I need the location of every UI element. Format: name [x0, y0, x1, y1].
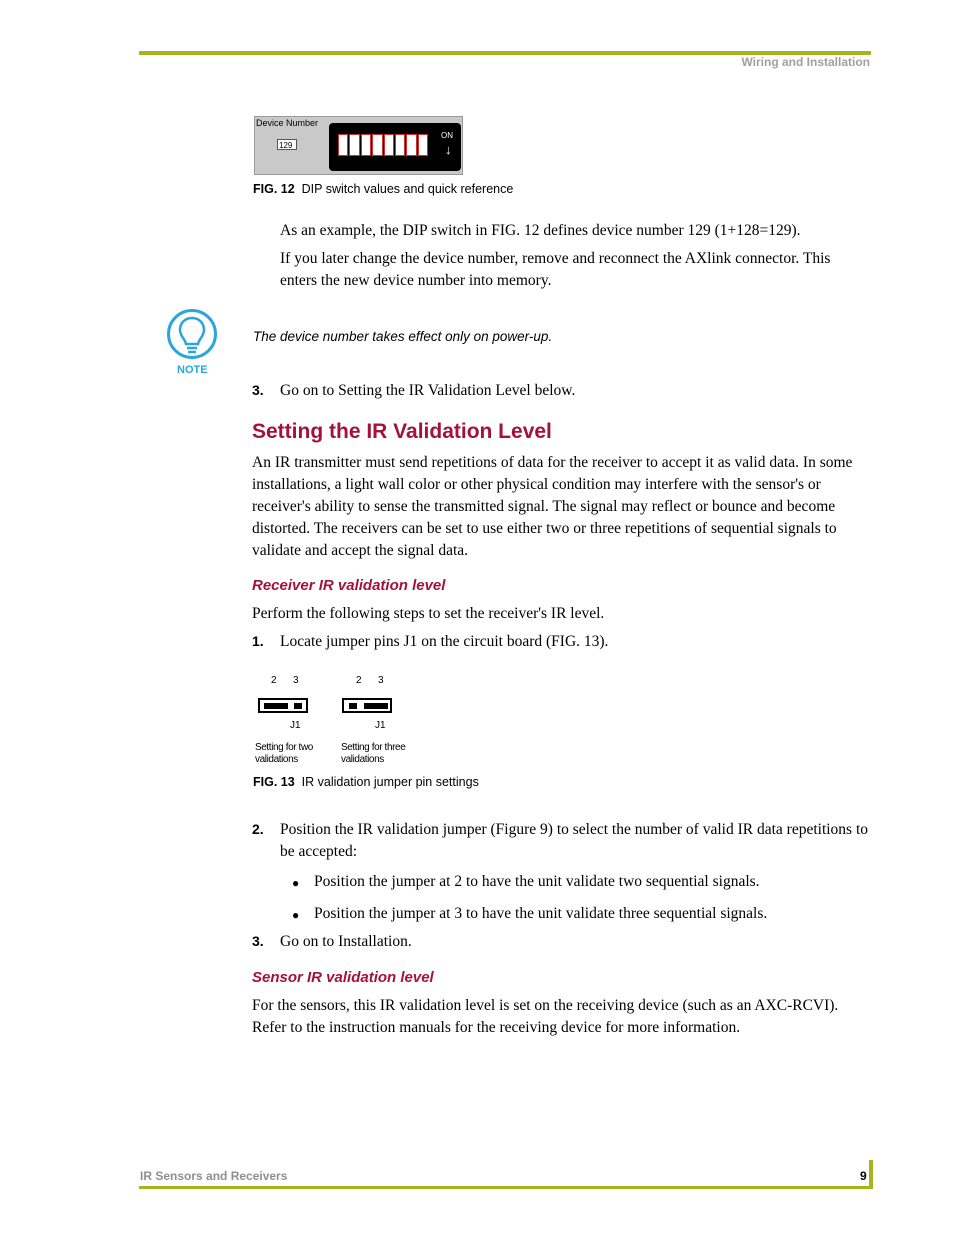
bullet-icon: ●: [292, 908, 300, 922]
jumper-caption-line: Setting for two: [255, 742, 313, 753]
step-text: Go on to Installation.: [280, 933, 412, 950]
jumper-caption-line: validations: [341, 754, 384, 765]
sensor-paragraph: For the sensors, this IR validation level is set on the receiving device (such as an AXC-RCVI). Refer to the instruction manuals for the receiving device for more information.: [252, 997, 839, 1036]
dip-switch: [384, 134, 394, 156]
footer-page-number: 9: [860, 1169, 867, 1183]
note-icon: [166, 308, 218, 365]
jumper-cap: [264, 703, 288, 709]
jumper-caption: [255, 742, 313, 766]
step-number: 3.: [252, 933, 264, 949]
section-heading: Setting the IR Validation Level: [252, 420, 552, 443]
dip-switch: [338, 134, 348, 156]
bullet-item: Position the jumper at 3 to have the unit validate three sequential signals.: [314, 905, 768, 922]
paragraph-example: As an example, the DIP switch in FIG. 12 defines device number 129 (1+128=129).: [280, 222, 801, 239]
step-number: 3.: [252, 382, 264, 398]
footer-rule: [139, 1186, 872, 1189]
pin-label: 3: [293, 675, 299, 686]
receiver-subheading: Receiver IR validation level: [252, 577, 446, 594]
note-text: The device number takes effect only on power-up.: [253, 329, 553, 344]
dip-switch-row: [338, 134, 428, 156]
jumper-cap: [364, 703, 388, 709]
section-paragraph: An IR transmitter must send repetitions of data for the receiver to accept it as valid data. In some installations, a light wall color or other physical condition may interfere with the sensor's or receiver's ability to sense the transmitted signal. The signal may reflect or bounce and become distorted. The receivers can be set to use either two or three repetitions of sequential signals to validate and accept the signal data.: [252, 454, 853, 559]
jumper-caption-line: Setting for three: [341, 742, 406, 753]
step-text-continued: be accepted:: [280, 843, 358, 860]
jumper-caption: [341, 742, 405, 766]
fig13-caption-number: FIG. 13: [253, 775, 295, 789]
step-text: Locate jumper pins J1 on the circuit board (FIG. 13).: [280, 633, 609, 650]
footer-document-title: IR Sensors and Receivers: [140, 1169, 288, 1183]
step-number: 1.: [252, 633, 264, 649]
step-text: Position the IR validation jumper (Figure 9) to select the number of valid IR data repetitions to: [280, 821, 869, 838]
bullet-icon: ●: [292, 876, 300, 890]
jumper-pin: [349, 703, 357, 709]
sensor-subheading: Sensor IR validation level: [252, 969, 434, 986]
device-number-label: Device Number: [256, 118, 319, 128]
footer-accent-bar: [869, 1160, 873, 1189]
dip-on-label: ON: [441, 131, 453, 140]
dip-switch-block: [329, 123, 461, 171]
paragraph-change-device: If you later change the device number, remove and reconnect the AXlink connector. This enters the new device number into memory.: [280, 250, 831, 289]
jumper-id: J1: [375, 720, 386, 731]
jumper-caption-line: validations: [255, 754, 298, 765]
fig12-caption-text: DIP switch values and quick reference: [301, 182, 514, 196]
jumper-two-validations: [258, 698, 308, 713]
jumper-three-validations: [342, 698, 392, 713]
jumper-id: J1: [290, 720, 301, 731]
device-number-field: 129: [277, 139, 297, 150]
pin-label: 2: [271, 675, 277, 686]
dip-switch: [406, 134, 416, 156]
pin-label: 3: [378, 675, 384, 686]
header-section-title: Wiring and Installation: [741, 55, 870, 69]
bullet-item: Position the jumper at 2 to have the unit validate two sequential signals.: [314, 873, 760, 890]
note-label: NOTE: [177, 364, 208, 376]
fig13-caption: [253, 775, 479, 789]
receiver-intro: Perform the following steps to set the receiver's IR level.: [252, 605, 605, 622]
arrow-down-icon: ↓: [445, 142, 452, 157]
fig12-caption-number: FIG. 12: [253, 182, 295, 196]
dip-switch: [349, 134, 359, 156]
step-number: 2.: [252, 821, 264, 837]
dip-switch: [418, 134, 428, 156]
step-text: Go on to Setting the IR Validation Level below.: [280, 382, 576, 399]
fig12-caption: [253, 182, 513, 196]
jumper-pin: [294, 703, 302, 709]
dip-switch: [372, 134, 382, 156]
dip-switch-figure: [254, 116, 463, 175]
dip-switch: [395, 134, 405, 156]
fig13-caption-text: IR validation jumper pin settings: [301, 775, 479, 789]
dip-switch: [361, 134, 371, 156]
pin-label: 2: [356, 675, 362, 686]
